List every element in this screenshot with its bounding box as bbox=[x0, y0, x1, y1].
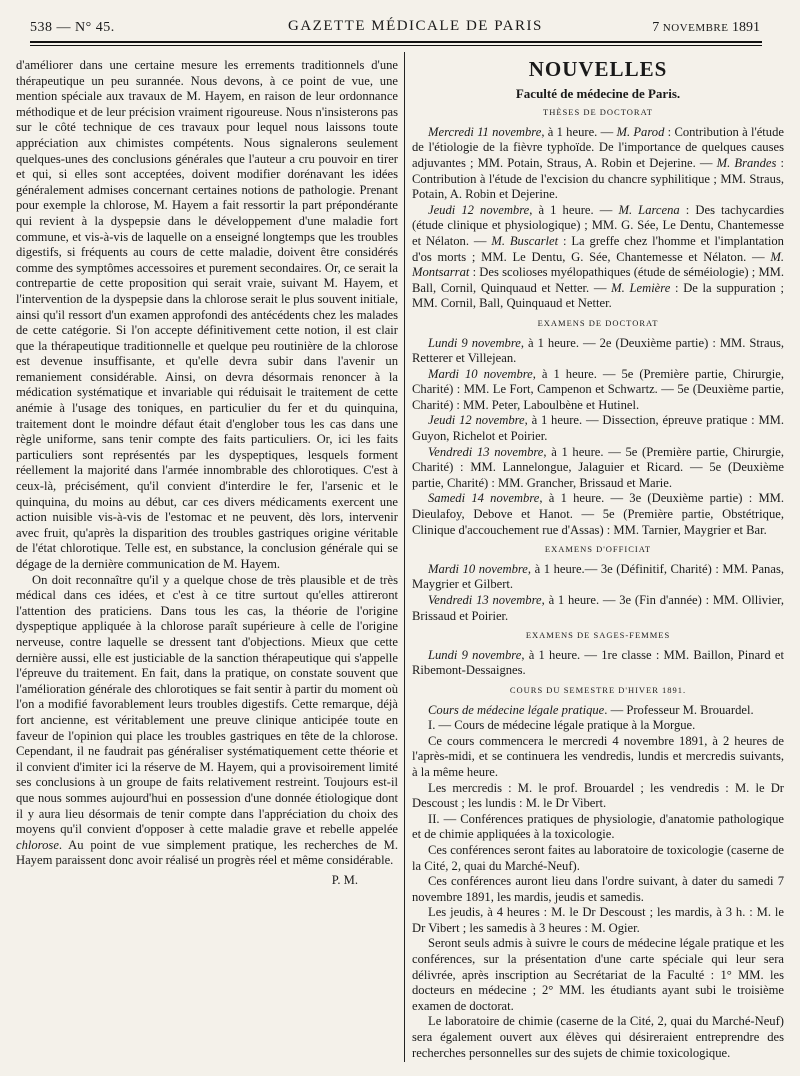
exam-entry: Vendredi 13 novembre, à 1 heure. — 5e (Première partie, Chirurgie, Charité) : MM. Lannelongue, Jalaguier et Ricard. — 5e (Deuxième partie, Charité) : MM. Grancher, Brissaud et Marie. bbox=[412, 444, 784, 490]
theses-heading: THÈSES DE DOCTORAT bbox=[543, 107, 653, 118]
issue-date bbox=[652, 20, 760, 36]
article-paragraph: d'améliorer dans une certaine mesure les errements traditionnels d'une thérapeutique un peu surannée. Nous devons, à ce point de vue, une mention spéciale aux travaux de M. Hayem, en raison de leur ordonnance méthodique et de leur précision vraiment rigoureuse. Nous n'insisterons pas sur le côté technique de ces travaux pour lequel nous laissons toute appréciation aux chimistes compétents. Nous signalerons seulement quelques-unes des conclusions générales que l'auteur a cru pouvoir en tirer et qui, si elles sont acceptées, doivent modifier dorénavant les idées généralement admises concernant certaines notions de pathologie. Prenant pour exemple la chlorose, M. Hayem a fait ressortir la part prépondérante qui revient à la dyspepsie dans le développement d'une maladie fort commune, et vis-à-vis de laquelle on a enseigné longtemps que les troubles digestifs, si fréquents au cours de cette maladie, doivent être considérés comme des symptômes accessoires et purement secondaires. Or, ce serait la contrepartie de cette proposition qui serait vraie, suivant M. Hayem, et l'intervention de la dyspepsie dans la chlorose serait le plus souvent initiale, ainsi qu'il ressort d'un examen approfondi des antécédents chez les malades de cette catégorie. Si l'on accepte définitivement cette notion, il est clair que la thérapeutique traditionnelle et quelque peu routinière de la chlorose est devenue insuffisante, et qu'elle devra subir dans l'avenir un remaniement considérable. Ainsi, on devra désormais renoncer à la médication systématique et invariable qui réduisait le traitement de cette anémie à l'usage des toniques, en particulier du fer et du quinquina, traitement dont le moindre défaut était d'englober tous les cas dans une règle uniforme, sans tenir compte des faits particuliers. Or, ici les faits particuliers sont représentés par les dyspeptiques, lesquels forment réellement la majorité dans l'armée innombrable des chlorotiques. C'est à ceux-là, précisément, qu'il convient d'interdire le fer, l'arsenic et le quinquina, du moins au début, car ces divers médicaments exercent une action nuisible vis-à-vis de l'estomac et ne peuvent, dès lors, intervenir avec fruit, qu'après la disparition des troubles gastriques origine véritable de l'état chlorotique. Telle est, en substance, la conclusion générale qui se dégage de la dernière communication de M. Hayem. bbox=[16, 58, 398, 571]
left-column bbox=[16, 58, 398, 888]
cours-paragraph: Les jeudis, à 4 heures : M. le Dr Descoust ; les mardis, à 3 h. : M. le Dr Vibert ; les samedis à 3 heures : M. Ogier. bbox=[412, 905, 784, 935]
sages-femmes-entry: Lundi 9 novembre, à 1 heure. — 1re classe : MM. Baillon, Pinard et Ribemont-Dessaignes. bbox=[412, 647, 784, 678]
signature: P. M. bbox=[331, 872, 358, 887]
journal-title: GAZETTE MÉDICALE DE PARIS bbox=[288, 18, 543, 34]
exams-heading: EXAMENS DE DOCTORAT bbox=[537, 317, 659, 328]
cours-paragraph: I. — Cours de médecine légale pratique à la Morgue. bbox=[428, 718, 696, 733]
theses-entry: Jeudi 12 novembre, à 1 heure. — M. Larcena : Des tachycardies (étude clinique et physiologique) ; MM. G. Sée, Le Dentu, Chantemesse et Nélaton. — M. Buscarlet : La greffe chez l'homme et l'implantation d'os morts ; MM. Le Dentu, G. Sée, Chantemesse et Nélaton. — M. Montsarrat : Des scolioses myélopathiques (étude de séméiologie) ; MM. Ball, Cornil, Quinquaud et Netter. — M. Lemière : De la suppuration ; MM. Cornil, Ball, Quinquaud et Netter. bbox=[412, 202, 784, 311]
officiat-entry: Vendredi 13 novembre, à 1 heure. — 3e (Fin d'année) : MM. Ollivier, Brissaud et Poirier. bbox=[412, 593, 784, 623]
cours-paragraph: Les mercredis : M. le prof. Brouardel ; les vendredis : M. le Dr Descoust ; les lundis : M. le Dr Vibert. bbox=[412, 780, 784, 811]
exam-entry: Samedi 14 novembre, à 1 heure. — 3e (Deuxième partie) : MM. Dieulafoy, Debove et Hanot. — 5e (Première partie, Obstétrique, Clinique d'accouchement rue d'Assas) : MM. Tarnier, Maygrier et Bar. bbox=[412, 491, 784, 537]
officiat-heading: EXAMENS D'OFFICIAT bbox=[544, 544, 652, 555]
cours-paragraph: Ces conférences seront faites au laboratoire de toxicologie (caserne de la Cité, 2, quai du Marché-Neuf). bbox=[412, 842, 784, 873]
cours-paragraph: Le laboratoire de chimie (caserne de la Cité, 2, quai du Marché-Neuf) sera également ouvert aux élèves qui désireraient entreprendre des recherches personnelles sur des sujets de chimie toxicologique. bbox=[412, 1014, 784, 1060]
date-day: 7 bbox=[652, 20, 660, 35]
right-column bbox=[412, 57, 784, 1061]
cours-paragraph: Seront seuls admis à suivre le cours de médecine légale pratique et les conférences, sur la présentation d'une carte spéciale qui leur sera délivrée, après inscription au Secrétariat de la Faculté : 1° MM. les docteurs en médecine ; 2° MM. les étudiants ayant subi le troisième examen de doctorat. bbox=[412, 936, 784, 1013]
page-header bbox=[30, 16, 760, 40]
sages-femmes-heading: EXAMENS DE SAGES-FEMMES bbox=[525, 630, 671, 641]
theses-entry: Mercredi 11 novembre, à 1 heure. — M. Parod : Contribution à l'étude de l'étiologie de la fièvre typhoïde. De l'importance de quelques causes adjuvantes ; MM. Potain, Straus, A. Robin et Dejerine. — M. Brandes : Contribution à l'étude de l'excision du chancre syphilitique ; MM. Straus, Potain, A. Robin et Dejerine. bbox=[412, 124, 784, 202]
date-year: 1891 bbox=[732, 20, 760, 35]
faculty-title: Faculté de médecine de Paris. bbox=[515, 85, 681, 101]
header-rule-thick bbox=[30, 41, 762, 43]
cours-paragraph: II. — Conférences pratiques de physiologie, d'anatomie pathologique et de chimie appliquées à la toxicologie. bbox=[412, 811, 784, 842]
date-month: NOVEMBRE bbox=[662, 22, 729, 34]
article-paragraph: On doit reconnaître qu'il y a quelque chose de très plausible et de très médical dans ces idées, et c'est à ce titre surtout qu'elles attireront l'attention des praticiens. Dans tous les cas, la théorie de l'origine dyspeptique appliquée à la chlorose paraît supérieure à celle de l'origine nerveuse, contre laquelle se dressent tant d'objections. Mieux que cette dernière aussi, elle est justiciable de la sanction thérapeutique qui s'appelle l'épreuve du traitement. En fait, dans la pratique, on constate souvent que l'amélioration générale des chlorotiques se fait sentir à partir du moment où l'on a modifié favorablement leurs troubles digestifs. Cette remarque, déjà fort ancienne, est véritablement une preuve clinique anticipée toute en faveur de l'opinion qui place les troubles gastriques en tête de la chlorose. Cependant, il ne faudrait pas généraliser systématiquement cette théorie et il convient d'imiter ici la réserve de M. Hayem, qui a provisoirement limité ses conclusions à un groupe de faits relativement restreint. Toujours est-il que nous sommes aujourd'hui en possession d'une donnée étiologique dont il y aura lieu désormais de tenir compte dans l'appréciation du choix des moyens qu'il convient d'opposer à cette maladie grave et rebelle appelée chlorose. Au point de vue simplement pratique, les recherches de M. Hayem paraissent donc avoir réalisé un progrès réel et même considérable. bbox=[16, 572, 398, 868]
exam-entry: Lundi 9 novembre, à 1 heure. — 2e (Deuxième partie) : MM. Straus, Retterer et Villejean. bbox=[412, 335, 784, 366]
exam-entry: Mardi 10 novembre, à 1 heure. — 5e (Première partie, Chirurgie, Charité) : MM. Le Fort, Campenon et Schwartz. — 5e (Deuxième partie, Charité) : MM. Peter, Laboulbène et Hutinel. bbox=[412, 366, 784, 412]
column-divider bbox=[404, 52, 405, 1062]
officiat-entry: Mardi 10 novembre, à 1 heure.— 3e (Définitif, Charité) : MM. Panas, Maygrier et Gilbert. bbox=[412, 561, 784, 592]
cours-paragraph: Ce cours commencera le mercredi 4 novembre 1891, à 2 heures de l'après-midi, et se continuera les vendredis, lundis et mercredis suivants, à la même heure. bbox=[412, 733, 784, 779]
section-title: NOUVELLES bbox=[528, 57, 668, 81]
exam-entry: Jeudi 12 novembre, à 1 heure. — Dissection, épreuve pratique : MM. Guyon, Richelot et Poirier. bbox=[412, 413, 784, 444]
cours-title: Cours de médecine légale pratique. — Professeur M. Brouardel. bbox=[428, 702, 754, 717]
page-number: 538 — N° 45. bbox=[30, 20, 115, 35]
cours-paragraph: Ces conférences auront lieu dans l'ordre suivant, à dater du samedi 7 novembre 1891, les mardis, jeudis et samedis. bbox=[412, 874, 784, 904]
header-rule-thin bbox=[30, 45, 762, 46]
cours-heading: COURS DU SEMESTRE D'HIVER 1891. bbox=[509, 684, 687, 695]
